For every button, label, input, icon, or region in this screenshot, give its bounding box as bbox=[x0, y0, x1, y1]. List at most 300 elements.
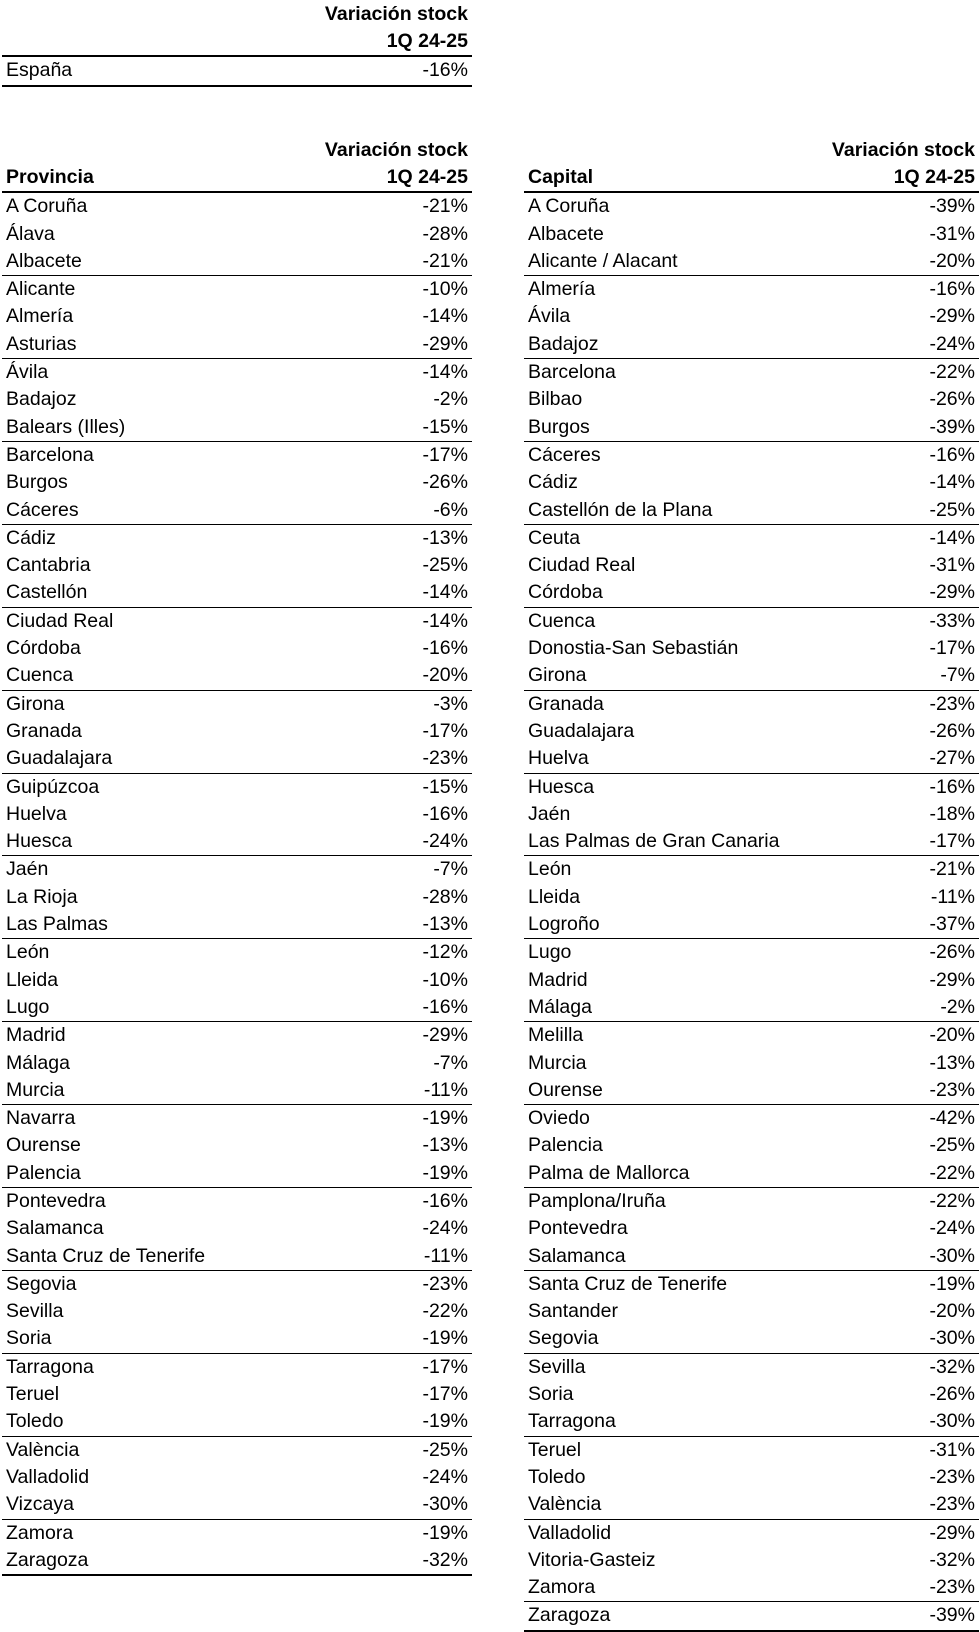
provincia-name-cell: Las Palmas bbox=[2, 911, 302, 939]
capital-value-cell: -42% bbox=[929, 1107, 975, 1130]
capital-name-cell: Badajoz bbox=[524, 331, 824, 359]
capital-value-cell: -16% bbox=[929, 278, 975, 301]
table-row bbox=[524, 690, 979, 718]
capital-name-cell: Teruel bbox=[528, 1438, 582, 1461]
provincia-value-cell: -20% bbox=[302, 662, 472, 690]
provincia-name-cell: Lugo bbox=[2, 994, 302, 1022]
table-row bbox=[2, 303, 472, 330]
capital-value-cell: -33% bbox=[929, 609, 975, 632]
capital-value-cell: -25% bbox=[929, 1134, 975, 1157]
table-row bbox=[524, 414, 979, 442]
provincia-value-cell: -13% bbox=[422, 1134, 468, 1157]
provincia-value-header-line2: 1Q 24-25 bbox=[302, 164, 472, 192]
table-row bbox=[2, 469, 472, 496]
capital-name-cell: Lleida bbox=[528, 885, 581, 908]
table-row bbox=[524, 276, 979, 304]
provincia-value-cell: -22% bbox=[422, 1300, 468, 1323]
table-row bbox=[524, 1215, 979, 1242]
provincia-value-cell: -19% bbox=[422, 1107, 468, 1130]
capital-value-cell: -11% bbox=[930, 885, 975, 908]
provincia-name-cell: Zaragoza bbox=[2, 1547, 302, 1575]
capital-name-cell: Donostia-San Sebastián bbox=[528, 637, 739, 660]
provincia-value-cell: -14% bbox=[422, 305, 468, 328]
table-row bbox=[2, 1381, 472, 1408]
provincia-name-cell: Teruel bbox=[6, 1383, 60, 1406]
provincia-name-cell: Málaga bbox=[6, 1051, 70, 1074]
table-row bbox=[524, 579, 979, 607]
table-row bbox=[2, 1325, 472, 1353]
capital-name-cell: Ceuta bbox=[528, 526, 581, 549]
table-row bbox=[524, 1187, 979, 1215]
table-row bbox=[524, 192, 979, 220]
capital-name-cell: Barcelona bbox=[528, 361, 616, 384]
capital-name-cell: Pontevedra bbox=[528, 1217, 628, 1240]
capital-table bbox=[524, 136, 979, 1632]
provincia-name-cell: Huelva bbox=[6, 802, 67, 825]
capital-name-cell: Huelva bbox=[524, 745, 824, 773]
capital-name-cell: Córdoba bbox=[524, 579, 824, 607]
capital-name-cell: León bbox=[528, 858, 572, 881]
capital-value-cell: -29% bbox=[929, 1521, 975, 1544]
provincia-value-cell: -16% bbox=[302, 994, 472, 1022]
provincia-value-cell: -17% bbox=[422, 719, 468, 742]
capital-value-cell: -29% bbox=[929, 968, 975, 991]
capital-name-cell: Bilbao bbox=[528, 388, 583, 411]
capital-value-cell: -20% bbox=[929, 1024, 975, 1047]
table-row bbox=[2, 1160, 472, 1188]
provincia-name-cell: Ciudad Real bbox=[6, 609, 114, 632]
table-row bbox=[2, 967, 472, 994]
capital-value-cell: -18% bbox=[929, 802, 975, 825]
provincia-name-cell: Vizcaya bbox=[2, 1491, 302, 1519]
table-row bbox=[524, 1325, 979, 1353]
provincia-value-cell: -2% bbox=[433, 388, 468, 411]
capital-name-cell: Ávila bbox=[528, 305, 571, 328]
provincia-name-cell: Valladolid bbox=[6, 1465, 90, 1488]
capital-name-cell: Huesca bbox=[528, 775, 595, 798]
table-row bbox=[2, 801, 472, 828]
capital-value-cell: -31% bbox=[929, 554, 975, 577]
capital-value-cell: -2% bbox=[824, 994, 979, 1022]
capital-value-cell: -22% bbox=[824, 1160, 979, 1188]
table-row bbox=[524, 1105, 979, 1133]
provincia-value-cell: -32% bbox=[302, 1547, 472, 1575]
provincia-value-cell: -19% bbox=[302, 1160, 472, 1188]
table-row bbox=[2, 1353, 472, 1381]
capital-name-cell: Toledo bbox=[528, 1465, 586, 1488]
capital-value-cell: -29% bbox=[824, 579, 979, 607]
table-row bbox=[524, 939, 979, 967]
capital-name-cell: Sevilla bbox=[528, 1355, 586, 1378]
table-row bbox=[524, 1491, 979, 1519]
provincia-value-cell: -3% bbox=[433, 692, 468, 715]
table-row bbox=[524, 303, 979, 330]
provincia-name-cell: León bbox=[6, 941, 50, 964]
table-row bbox=[2, 1464, 472, 1491]
provincia-value-cell: -16% bbox=[422, 637, 468, 660]
table-row bbox=[524, 884, 979, 911]
spain-value-cell: -16% bbox=[302, 56, 472, 85]
table-row bbox=[524, 967, 979, 994]
capital-value-cell: -17% bbox=[824, 828, 979, 856]
provincia-name-cell: Palencia bbox=[2, 1160, 302, 1188]
provincia-name-cell: Guipúzcoa bbox=[6, 775, 100, 798]
capital-value-cell: -23% bbox=[929, 1465, 975, 1488]
provincia-value-cell: -19% bbox=[422, 1521, 468, 1544]
provincia-value-cell: -13% bbox=[302, 911, 472, 939]
table-row bbox=[524, 1436, 979, 1464]
provincia-value-cell: -29% bbox=[422, 1024, 468, 1047]
capital-value-cell: -20% bbox=[929, 1300, 975, 1323]
capital-name-cell: Oviedo bbox=[528, 1107, 590, 1130]
provincia-value-cell: -24% bbox=[422, 1465, 468, 1488]
capital-value-cell: -25% bbox=[824, 497, 979, 525]
capital-name-cell: Jaén bbox=[528, 802, 571, 825]
table-row bbox=[524, 801, 979, 828]
table-row bbox=[524, 1381, 979, 1408]
capital-name-cell: Albacete bbox=[528, 222, 604, 245]
capital-value-cell: -23% bbox=[824, 1574, 979, 1602]
provincia-name-cell: Guadalajara bbox=[2, 745, 302, 773]
capital-name-cell: Segovia bbox=[524, 1325, 824, 1353]
capital-name-cell: Palma de Mallorca bbox=[524, 1160, 824, 1188]
provincia-name-cell: Ourense bbox=[6, 1134, 81, 1157]
provincia-name-cell: Navarra bbox=[6, 1107, 76, 1130]
table-row bbox=[524, 1077, 979, 1105]
provincia-value-cell: -14% bbox=[302, 579, 472, 607]
table-row bbox=[524, 1132, 979, 1159]
capital-name-cell: València bbox=[524, 1491, 824, 1519]
table-row bbox=[2, 497, 472, 525]
table-row bbox=[524, 1270, 979, 1298]
table-row bbox=[524, 441, 979, 469]
provincia-value-cell: -19% bbox=[302, 1325, 472, 1353]
table-row bbox=[2, 718, 472, 745]
capital-name-header: Capital bbox=[524, 164, 824, 192]
provincia-value-cell: -16% bbox=[422, 802, 468, 825]
table-row bbox=[2, 856, 472, 884]
table-row bbox=[2, 1132, 472, 1159]
capital-value-cell: -17% bbox=[929, 637, 975, 660]
provincia-value-cell: -6% bbox=[302, 497, 472, 525]
provincia-name-cell: Soria bbox=[2, 1325, 302, 1353]
capital-name-cell: Tarragona bbox=[524, 1408, 824, 1436]
table-row bbox=[524, 524, 979, 552]
provincia-name-cell: Pontevedra bbox=[6, 1189, 106, 1212]
table-row bbox=[524, 1160, 979, 1188]
provincia-value-cell: -16% bbox=[422, 1189, 468, 1212]
capital-name-cell: Zamora bbox=[524, 1574, 824, 1602]
table-row bbox=[524, 221, 979, 248]
provincia-name-cell: Albacete bbox=[2, 248, 302, 276]
table-row bbox=[524, 1353, 979, 1381]
table-row bbox=[2, 248, 472, 276]
table-row bbox=[2, 911, 472, 939]
table-row bbox=[2, 56, 472, 85]
provincia-name-cell: Alicante bbox=[6, 278, 76, 301]
capital-value-cell: -30% bbox=[824, 1325, 979, 1353]
table-row bbox=[2, 1187, 472, 1215]
capital-header-spacer bbox=[524, 136, 824, 164]
table-row bbox=[2, 1519, 472, 1547]
capital-value-cell: -22% bbox=[929, 361, 975, 384]
capital-value-cell: -30% bbox=[824, 1243, 979, 1271]
capital-value-cell: -22% bbox=[929, 1189, 975, 1212]
provincia-name-cell: Girona bbox=[6, 692, 65, 715]
provincia-value-cell: -12% bbox=[422, 941, 468, 964]
capital-name-cell: Murcia bbox=[528, 1051, 587, 1074]
table-row bbox=[2, 386, 472, 413]
provincia-value-cell: -15% bbox=[422, 775, 468, 798]
table-row bbox=[524, 1050, 979, 1077]
table-row bbox=[2, 441, 472, 469]
capital-value-cell: -27% bbox=[824, 745, 979, 773]
provincia-name-cell: Burgos bbox=[6, 471, 68, 494]
provincia-name-cell: Zamora bbox=[6, 1521, 74, 1544]
capital-value-cell: -23% bbox=[824, 1491, 979, 1519]
capital-value-cell: -23% bbox=[824, 1077, 979, 1105]
capital-name-cell: Cádiz bbox=[528, 471, 578, 494]
table-row bbox=[2, 773, 472, 801]
capital-name-cell: Santander bbox=[528, 1300, 618, 1323]
provincia-value-cell: -7% bbox=[433, 858, 468, 881]
table-row bbox=[524, 1464, 979, 1491]
capital-value-cell: -13% bbox=[929, 1051, 975, 1074]
capital-name-cell: A Coruña bbox=[528, 195, 610, 218]
provincia-value-cell: -13% bbox=[422, 526, 468, 549]
provincia-value-cell: -10% bbox=[422, 968, 468, 991]
spain-name-header-blank bbox=[2, 28, 302, 56]
provincia-value-cell: -24% bbox=[302, 828, 472, 856]
provincia-header-spacer bbox=[2, 136, 302, 164]
table-row bbox=[524, 552, 979, 579]
capital-value-cell: -23% bbox=[929, 692, 975, 715]
capital-value-cell: -21% bbox=[929, 858, 975, 881]
table-row bbox=[524, 331, 979, 359]
capital-name-cell: Soria bbox=[528, 1383, 574, 1406]
provincia-name-cell: Balears (Illes) bbox=[2, 414, 302, 442]
provincia-name-cell: Toledo bbox=[2, 1408, 302, 1436]
capital-value-cell: -24% bbox=[824, 331, 979, 359]
table-row bbox=[524, 1408, 979, 1436]
provincia-name-cell: Santa Cruz de Tenerife bbox=[2, 1243, 302, 1271]
provincia-name-cell: Cádiz bbox=[6, 526, 56, 549]
capital-value-cell: -24% bbox=[929, 1217, 975, 1240]
capital-value-cell: -7% bbox=[824, 662, 979, 690]
provincia-name-header: Provincia bbox=[2, 164, 302, 192]
spain-value-header-line1: Variación stock bbox=[324, 2, 468, 25]
capital-value-cell: -39% bbox=[824, 1602, 979, 1631]
provincia-name-cell: Granada bbox=[6, 719, 82, 742]
provincia-name-cell: Castellón bbox=[2, 579, 302, 607]
provincia-name-cell: Ávila bbox=[6, 361, 49, 384]
provincia-value-cell: -21% bbox=[422, 195, 468, 218]
provincia-value-cell: -29% bbox=[302, 331, 472, 359]
table-row bbox=[2, 1243, 472, 1271]
capital-value-cell: -39% bbox=[929, 195, 975, 218]
table-row bbox=[2, 1050, 472, 1077]
table-row bbox=[524, 1298, 979, 1325]
capital-value-cell: -26% bbox=[929, 1383, 975, 1406]
table-row bbox=[524, 745, 979, 773]
provincia-name-cell: Badajoz bbox=[6, 388, 77, 411]
provincia-name-cell: Álava bbox=[6, 222, 55, 245]
provincia-value-cell: -19% bbox=[302, 1408, 472, 1436]
table-row bbox=[524, 1602, 979, 1631]
capital-value-cell: -16% bbox=[929, 443, 975, 466]
spain-name-cell: España bbox=[2, 56, 302, 85]
capital-value-cell: -31% bbox=[929, 1438, 975, 1461]
table-row bbox=[524, 359, 979, 387]
provincia-value-cell: -17% bbox=[422, 443, 468, 466]
provincia-name-cell: Murcia bbox=[2, 1077, 302, 1105]
provincia-value-cell: -23% bbox=[422, 1272, 468, 1295]
capital-value-cell: -32% bbox=[929, 1548, 975, 1571]
capital-name-cell: Almería bbox=[528, 278, 596, 301]
provincia-value-cell: -11% bbox=[302, 1077, 472, 1105]
provincia-name-cell: Salamanca bbox=[6, 1217, 104, 1240]
table-row bbox=[2, 359, 472, 387]
table-row bbox=[524, 607, 979, 635]
capital-name-cell: Valladolid bbox=[528, 1521, 612, 1544]
provincia-name-cell: Asturias bbox=[2, 331, 302, 359]
provincia-value-cell: -10% bbox=[422, 278, 468, 301]
provincia-value-cell: -14% bbox=[422, 609, 468, 632]
table-row bbox=[524, 856, 979, 884]
table-row bbox=[2, 607, 472, 635]
provincia-name-cell: A Coruña bbox=[6, 195, 88, 218]
table-row bbox=[2, 994, 472, 1022]
capital-value-cell: -19% bbox=[929, 1272, 975, 1295]
table-row bbox=[524, 635, 979, 662]
table-row bbox=[2, 690, 472, 718]
table-row bbox=[524, 718, 979, 745]
capital-value-cell: -26% bbox=[929, 388, 975, 411]
capital-value-cell: -26% bbox=[929, 941, 975, 964]
provincia-value-cell: -14% bbox=[422, 361, 468, 384]
provincia-name-cell: València bbox=[6, 1438, 80, 1461]
table-row bbox=[2, 1022, 472, 1050]
table-row bbox=[524, 828, 979, 856]
provincia-value-cell: -28% bbox=[422, 222, 468, 245]
capital-name-cell: Castellón de la Plana bbox=[524, 497, 824, 525]
capital-name-cell: Las Palmas de Gran Canaria bbox=[524, 828, 824, 856]
capital-value-cell: -26% bbox=[929, 719, 975, 742]
table-row bbox=[524, 1243, 979, 1271]
capital-name-cell: Logroño bbox=[524, 911, 824, 939]
provincia-name-cell: Segovia bbox=[6, 1272, 77, 1295]
capital-value-cell: -32% bbox=[929, 1355, 975, 1378]
provincia-value-header-line1: Variación stock bbox=[324, 138, 468, 161]
table-row bbox=[524, 1519, 979, 1547]
provincia-value-cell: -24% bbox=[422, 1217, 468, 1240]
table-row bbox=[2, 1547, 472, 1575]
table-row bbox=[2, 414, 472, 442]
spain-total-table bbox=[2, 0, 472, 87]
table-row bbox=[524, 911, 979, 939]
table-row bbox=[524, 1574, 979, 1602]
table-row bbox=[2, 1491, 472, 1519]
capital-value-cell: -31% bbox=[929, 222, 975, 245]
provincia-name-cell: La Rioja bbox=[6, 885, 78, 908]
provincia-name-cell: Madrid bbox=[6, 1024, 66, 1047]
table-row bbox=[2, 276, 472, 304]
capital-name-cell: Madrid bbox=[528, 968, 588, 991]
capital-name-cell: Lugo bbox=[528, 941, 572, 964]
table-row bbox=[524, 662, 979, 690]
table-row bbox=[2, 745, 472, 773]
capital-value-cell: -37% bbox=[824, 911, 979, 939]
provincia-name-cell: Barcelona bbox=[6, 443, 94, 466]
table-row bbox=[2, 1436, 472, 1464]
table-row bbox=[2, 192, 472, 220]
capital-name-cell: Cáceres bbox=[528, 443, 601, 466]
capital-value-header-line2: 1Q 24-25 bbox=[824, 164, 979, 192]
capital-name-cell: Alicante / Alacant bbox=[524, 248, 824, 276]
spain-value-header-line2: 1Q 24-25 bbox=[302, 28, 472, 56]
provincia-value-cell: -7% bbox=[433, 1051, 468, 1074]
provincia-name-cell: Tarragona bbox=[6, 1355, 94, 1378]
table-row bbox=[2, 1215, 472, 1242]
table-row bbox=[2, 1408, 472, 1436]
capital-name-cell: Ciudad Real bbox=[528, 554, 636, 577]
capital-name-cell: Palencia bbox=[528, 1134, 603, 1157]
table-row bbox=[2, 1298, 472, 1325]
provincia-name-cell: Sevilla bbox=[6, 1300, 64, 1323]
capital-name-cell: Melilla bbox=[528, 1024, 584, 1047]
provincia-value-cell: -30% bbox=[302, 1491, 472, 1519]
table-row bbox=[524, 497, 979, 525]
capital-name-cell: Pamplona/Iruña bbox=[528, 1189, 666, 1212]
provincia-name-cell: Almería bbox=[6, 305, 74, 328]
capital-name-cell: Málaga bbox=[524, 994, 824, 1022]
capital-value-cell: -30% bbox=[824, 1408, 979, 1436]
provincia-name-cell: Huesca bbox=[2, 828, 302, 856]
table-row bbox=[2, 524, 472, 552]
table-row bbox=[2, 884, 472, 911]
capital-name-cell: Salamanca bbox=[524, 1243, 824, 1271]
capital-value-header-line1: Variación stock bbox=[831, 138, 975, 161]
provincia-value-cell: -25% bbox=[422, 554, 468, 577]
table-row bbox=[2, 331, 472, 359]
capital-name-cell: Burgos bbox=[524, 414, 824, 442]
spain-name-header-spacer bbox=[2, 0, 302, 28]
table-row bbox=[2, 552, 472, 579]
table-row bbox=[2, 1077, 472, 1105]
capital-value-cell: -16% bbox=[929, 775, 975, 798]
provincia-name-cell: Cantabria bbox=[6, 554, 91, 577]
table-row bbox=[524, 1547, 979, 1574]
capital-name-cell: Girona bbox=[524, 662, 824, 690]
provincia-table bbox=[2, 136, 472, 1576]
provincia-value-cell: -11% bbox=[302, 1243, 472, 1271]
provincia-value-cell: -28% bbox=[422, 885, 468, 908]
capital-name-cell: Ourense bbox=[524, 1077, 824, 1105]
capital-value-cell: -14% bbox=[929, 471, 975, 494]
provincia-value-cell: -17% bbox=[422, 1355, 468, 1378]
table-row bbox=[2, 1105, 472, 1133]
provincia-name-cell: Cáceres bbox=[2, 497, 302, 525]
capital-name-cell: Granada bbox=[528, 692, 604, 715]
provincia-value-cell: -23% bbox=[302, 745, 472, 773]
provincia-value-cell: -25% bbox=[422, 1438, 468, 1461]
capital-name-cell: Guadalajara bbox=[528, 719, 635, 742]
provincia-name-cell: Jaén bbox=[6, 858, 49, 881]
provincia-value-cell: -26% bbox=[422, 471, 468, 494]
table-row bbox=[2, 1270, 472, 1298]
capital-value-cell: -14% bbox=[929, 526, 975, 549]
provincia-value-cell: -15% bbox=[302, 414, 472, 442]
